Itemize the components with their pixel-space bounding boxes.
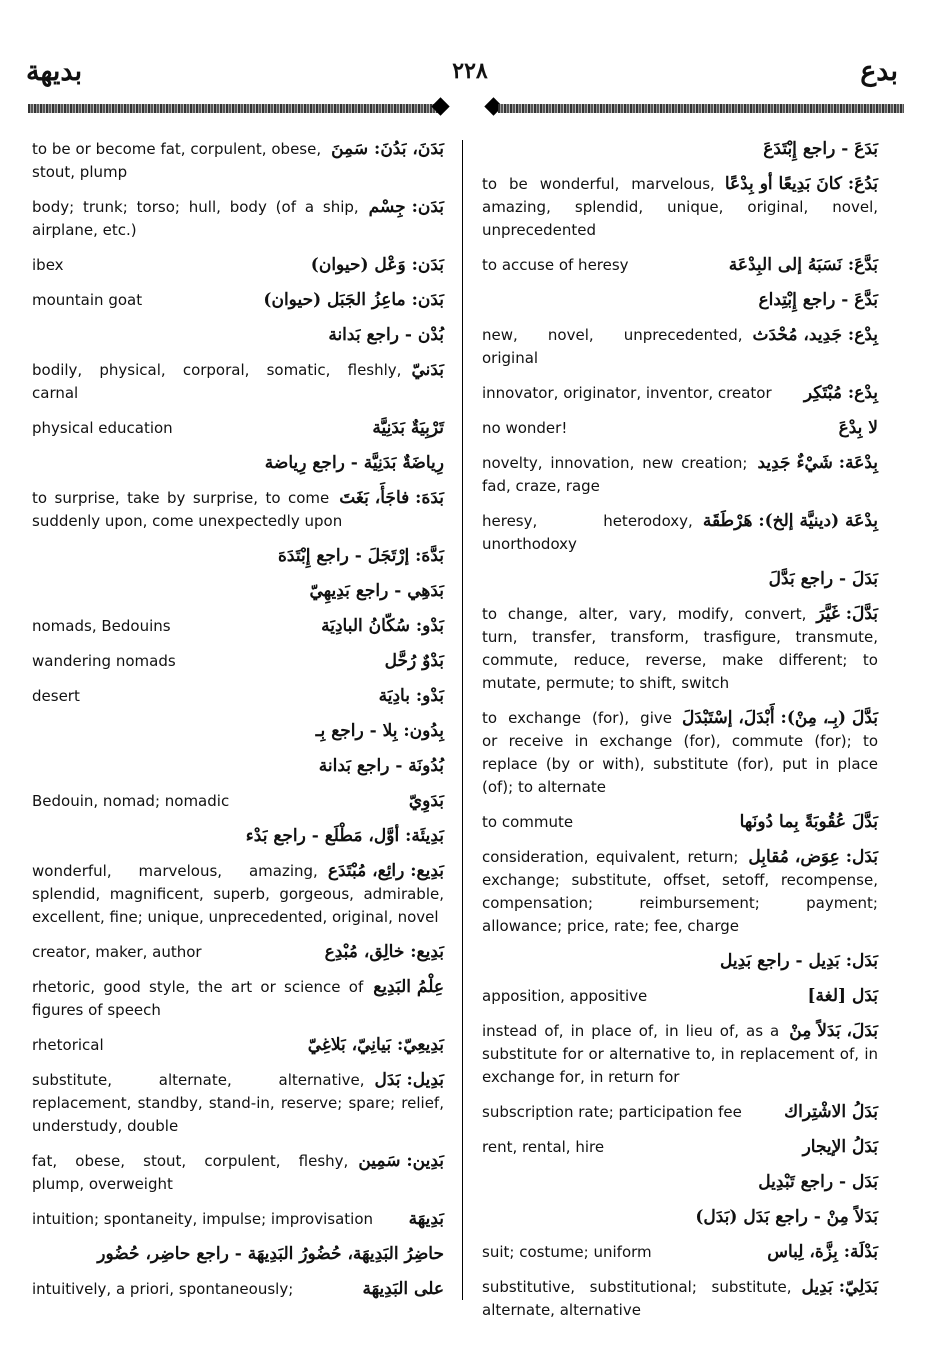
arabic-headword: بَدَهِي - راجع بَدِيهِيّ [309, 581, 444, 601]
english-definition: intuitively, a priori, spontaneously; [32, 1280, 294, 1298]
english-definition: heresy, heterodoxy, unorthodoxy [482, 512, 693, 553]
dictionary-entry [482, 254, 878, 277]
arabic-headword: بَدُعَ: كانَ بَدِيعًا أو بِدْعًا [724, 174, 878, 194]
arabic-headword: بَدِين: سَمِين [358, 1151, 444, 1171]
english-definition: apposition, appositive [482, 987, 648, 1005]
dictionary-entry [482, 1136, 878, 1159]
arabic-headword: بَدَّلَ عُقُوبَةً بِما دُونَها [739, 812, 878, 832]
header-guide-word-first: بدع [860, 56, 898, 87]
arabic-headword: بَدَن: وَعْل (حيوان) [310, 255, 444, 275]
header-rule-right [498, 104, 904, 113]
dictionary-entry [32, 1150, 444, 1196]
arabic-headword: رِياضَةٌ بَدَنِيَّة - راجع رِياضة [264, 453, 444, 473]
arabic-headword: بَدَلَ - راجع بَدَّلَ [768, 569, 878, 589]
english-definition: body; trunk; torso; hull, body (of a ship, airplane, etc.) [32, 198, 359, 239]
english-definition: instead of, in place of, in lieu of, as a substitute for or alternative to, in replacement of, in exchange for, in return for [482, 1022, 878, 1086]
english-definition: to change, alter, vary, modify, convert, turn, transfer, transform, trasfigure, transmute, commute, reduce, reverse, make different; to mutate, permute; to shift, switch [482, 605, 878, 692]
dictionary-entry [32, 825, 444, 848]
english-definition: physical education [32, 419, 173, 437]
dictionary-entry [482, 1276, 878, 1322]
english-definition: desert [32, 687, 80, 705]
dictionary-entry [32, 1278, 444, 1301]
arabic-headword: بَدِيل: بَدَل [374, 1070, 444, 1090]
dictionary-entry [32, 417, 444, 440]
english-definition: nomads, Bedouins [32, 617, 171, 635]
arabic-headword: بَدَهَ: فاجَأَ، بَغَتَ [339, 488, 444, 508]
dictionary-entry [32, 138, 444, 184]
header-guide-word-last: بديهة [26, 56, 83, 87]
arabic-headword: بَدْلَة: بِزَّة، لِباس [767, 1242, 878, 1262]
arabic-headword: بَدَل - راجع تَبْدِيل [758, 1172, 878, 1192]
english-definition: to commute [482, 813, 574, 831]
right-column [482, 138, 878, 1334]
english-definition: rhetoric, good style, the art or science of figures of speech [32, 978, 364, 1019]
dictionary-entry [482, 173, 878, 242]
dictionary-entry [482, 289, 878, 312]
arabic-headword: بَدَعَ - راجع إِبْتَدَعَ [763, 139, 878, 159]
arabic-headword: بَدَن: ماعِزُ الجَبَل (حيوان) [263, 290, 444, 310]
arabic-headword: عِلْمُ البَدِيع [373, 977, 444, 997]
dictionary-entry [482, 324, 878, 370]
arabic-headword: حاضِرُ البَدِيهَة، حُضُورُ البَدِيهَة - راجع حاضِر، حُضُور [97, 1244, 444, 1264]
dictionary-entry [482, 811, 878, 834]
arabic-headword: بِدْعَة: شَيْءٌ جَدِيد [757, 453, 878, 473]
dictionary-entry [32, 720, 444, 743]
arabic-headword: بَدَلُ الإيجار [802, 1137, 878, 1157]
arabic-headword: بِدُون: بِلا - راجع بِـ [315, 721, 444, 741]
arabic-headword: على البَدِيهَة [362, 1279, 444, 1299]
dictionary-entry [482, 1101, 878, 1124]
english-definition: Bedouin, nomad; nomadic [32, 792, 230, 810]
arabic-headword: بَدِيع: خالِق، مُبْدِع [324, 942, 444, 962]
dictionary-entry [482, 707, 878, 799]
arabic-headword: بَدْوٌ رُحَّل [384, 651, 444, 671]
english-definition: rent, rental, hire [482, 1138, 605, 1156]
arabic-headword: بَدِيهَة [408, 1209, 444, 1229]
page-number: ٢٢٨ [452, 58, 488, 84]
dictionary-entry [482, 417, 878, 440]
dictionary-entry [32, 860, 444, 929]
english-definition: ibex [32, 256, 64, 274]
english-definition: to accuse of heresy [482, 256, 629, 274]
dictionary-entry [32, 941, 444, 964]
arabic-headword: بَدَل [لغة] [807, 986, 878, 1006]
arabic-headword: بِدْعَة (دينيَّة إلخ): هَرْطَقَة [702, 511, 878, 531]
english-definition: to surprise, take by surprise, to come suddenly upon, come unexpectedly upon [32, 489, 343, 530]
dictionary-entry [32, 452, 444, 475]
english-definition: consideration, equivalent, return; exchange; substitute, offset, setoff, recompense, compensation; reimbursement; payment; allowance; price, rate; fee, charge [482, 848, 878, 935]
dictionary-entry [32, 1034, 444, 1057]
dictionary-entry [32, 580, 444, 603]
english-definition: subscription rate; participation fee [482, 1103, 742, 1121]
dictionary-entry [32, 359, 444, 405]
arabic-headword: بِدْع: مُبْتَكِر [803, 383, 878, 403]
arabic-headword: بَدَل: بَدِيل - راجع بَدِيل [719, 951, 878, 971]
dictionary-entry [482, 846, 878, 938]
english-definition: new, novel, unprecedented, original [482, 326, 743, 367]
dictionary-entry [32, 790, 444, 813]
arabic-headword: بَدَلِيّ: بَدِيل [801, 1277, 878, 1297]
arabic-headword: لا بِدْعَ [838, 418, 878, 438]
dictionary-entry [32, 1208, 444, 1231]
arabic-headword: بَدْو: بادِيَة [378, 686, 444, 706]
arabic-headword: بَدَوِيّ [408, 791, 444, 811]
dictionary-entry [32, 1243, 444, 1266]
english-definition: to be wonderful, marvelous, amazing, splendid, unique, original, novel, unprecedented [482, 175, 878, 239]
english-definition: to be or become fat, corpulent, obese, stout, plump [32, 140, 322, 181]
dictionary-entry [482, 138, 878, 161]
dictionary-entry [32, 755, 444, 778]
dictionary-entry [482, 985, 878, 1008]
english-definition: to exchange (for), give or receive in exchange (for), commute (for); to replace (by or with), substitute (for), put in place (of); to alternate [482, 709, 878, 796]
dictionary-entry [482, 568, 878, 591]
english-definition: fat, obese, stout, corpulent, fleshy, plump, overweight [32, 1152, 349, 1193]
column-divider [462, 140, 463, 1300]
arabic-headword: بَدِيعِيّ: بَيانِيّ، بَلاغِيّ [307, 1035, 444, 1055]
dictionary-entry [32, 650, 444, 673]
english-definition: suit; costume; uniform [482, 1243, 652, 1261]
dictionary-entry [32, 1069, 444, 1138]
arabic-headword: بَدَّهَ: إرْتَجَلَ - راجع إِبْتَدَهَ [278, 546, 444, 566]
dictionary-entry [482, 1206, 878, 1229]
dictionary-entry [482, 452, 878, 498]
english-definition: substitutive, substitutional; substitute, alternate, alternative [482, 1278, 792, 1319]
arabic-headword: تَرْبِيَةٌ بَدَنِيَّة [372, 418, 444, 438]
english-definition: wandering nomads [32, 652, 176, 670]
dictionary-entry [482, 510, 878, 556]
english-definition: substitute, alternate, alternative, replacement, standby, stand-in, reserve; spare; relief, understudy, double [32, 1071, 444, 1135]
dictionary-entry [32, 324, 444, 347]
header-rule-left [28, 104, 438, 113]
dictionary-entry [32, 685, 444, 708]
english-definition: rhetorical [32, 1036, 104, 1054]
dictionary-entry [482, 1020, 878, 1089]
dictionary-entry [482, 603, 878, 695]
arabic-headword: بَدَلاً مِنْ - راجع بَدَل (بَدَل) [695, 1207, 878, 1227]
arabic-headword: بَدَّلَ (بِـ، مِنْ): أَبْدَلَ، إسْتَبْدَلَ [681, 708, 878, 728]
arabic-headword: بَدَلَ، بَدَلاً مِنْ [789, 1021, 878, 1041]
arabic-headword: بَدَنَ، بَدُنَ: سَمِنَ [331, 139, 444, 159]
dictionary-entry [482, 950, 878, 973]
arabic-headword: بَدْو: سُكّانُ البادِيَة [321, 616, 444, 636]
arabic-headword: بَدَّعَ: نَسَبَهُ إلى البِدْعَة [728, 255, 878, 275]
arabic-headword: بَدِيع: رائِع، مُبْتَدَع [327, 861, 444, 881]
english-definition: wonderful, marvelous, amazing, splendid, magnificent, superb, gorgeous, admirable, excellent, fine; unique, unprecedented, original, novel [32, 862, 444, 926]
dictionary-entry [32, 976, 444, 1022]
english-definition: no wonder! [482, 419, 568, 437]
left-column [32, 138, 444, 1313]
arabic-headword: بَدَّعَ - راجع إِبْتِداع [758, 290, 878, 310]
arabic-headword: بَدَل: عِوَض، مُقابِل [748, 847, 878, 867]
arabic-headword: بَدَلُ الاشْتِراك [784, 1102, 878, 1122]
arabic-headword: بَدَنيّ [411, 360, 444, 380]
english-definition: mountain goat [32, 291, 143, 309]
arabic-headword: بَدَّلَ: غَيَّرَ [816, 604, 878, 624]
dictionary-entry [32, 487, 444, 533]
arabic-headword: بَدَن: جِسْم [368, 197, 444, 217]
dictionary-entry [32, 615, 444, 638]
english-definition: creator, maker, author [32, 943, 202, 961]
dictionary-entry [32, 289, 444, 312]
dictionary-entry [482, 1241, 878, 1264]
english-definition: intuition; spontaneity, impulse; improvisation [32, 1210, 374, 1228]
english-definition: innovator, originator, inventor, creator [482, 384, 772, 402]
dictionary-entry [482, 382, 878, 405]
dictionary-entry [32, 196, 444, 242]
arabic-headword: بُدُونَة - راجع بَدانة [318, 756, 444, 776]
arabic-headword: بِدْع: جَدِيد، مُحْدَث [752, 325, 878, 345]
dictionary-entry [482, 1171, 878, 1194]
arabic-headword: بَدِيئَة: أوَّل، مَطْلَع - راجع بَدْء [245, 826, 444, 846]
dictionary-entry [32, 254, 444, 277]
english-definition: novelty, innovation, new creation; fad, craze, rage [482, 454, 748, 495]
arabic-headword: بُدْن - راجع بَدانة [328, 325, 444, 345]
english-definition: bodily, physical, corporal, somatic, fleshly, carnal [32, 361, 402, 402]
dictionary-entry [32, 545, 444, 568]
